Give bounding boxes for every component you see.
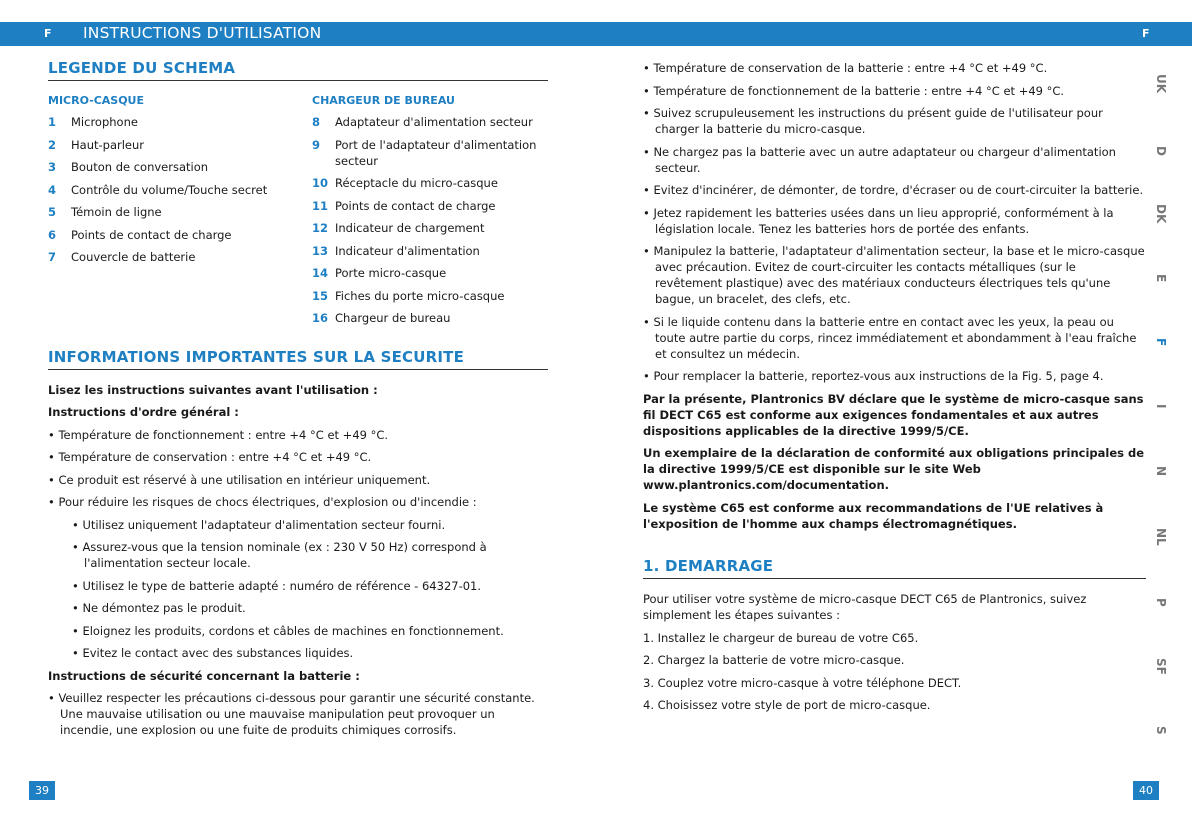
legend-item-label: Fiches du porte micro-casque xyxy=(335,288,505,303)
legend-item xyxy=(48,182,312,198)
legend-item xyxy=(48,249,312,265)
legend-item-number: 8 xyxy=(312,115,321,129)
legend-item-label: Chargeur de bureau xyxy=(335,311,451,325)
language-code-left: F xyxy=(44,27,52,40)
language-tab-f[interactable]: F xyxy=(1154,338,1168,347)
general-instructions-title: Instructions d'ordre général : xyxy=(48,405,239,419)
language-tab-sf[interactable]: SF xyxy=(1154,658,1168,675)
legend-item xyxy=(312,175,548,191)
battery-instructions-title: Instructions de sécurité concernant la batterie : xyxy=(48,668,360,683)
battery-bullet: • Ne chargez pas la batterie avec un autre adaptateur ou chargeur d'alimentation secteur. xyxy=(643,144,1116,175)
conformity-copy-notice: Un exemplaire de la déclaration de conformité aux obligations principales de la directive 1999/5/CE est disponible sur le site Web www.plantronics.com/documentation. xyxy=(643,446,1145,492)
legend-item-number: 5 xyxy=(48,205,57,219)
battery-bullet: • Evitez d'incinérer, de démonter, de tordre, d'écraser ou de court-circuiter la batterie. xyxy=(643,183,1144,197)
legend-heading: LEGENDE DU SCHEMA xyxy=(48,60,548,81)
legend-headset xyxy=(48,93,312,333)
legend-item-number: 15 xyxy=(312,288,329,303)
safety-bullet: • Ce produit est réservé à une utilisation en intérieur uniquement. xyxy=(48,472,431,487)
step-item: 2. Chargez la batterie de votre micro-casque. xyxy=(643,653,905,667)
legend-item xyxy=(48,159,312,175)
safety-sub-bullet: • Assurez-vous que la tension nominale (ex : 230 V 50 Hz) correspond à l'alimentation secteur locale. xyxy=(72,540,487,570)
safety-sub-bullet: • Evitez le contact avec des substances liquides. xyxy=(72,646,354,660)
legend-item xyxy=(312,288,548,304)
safety-intro: Lisez les instructions suivantes avant l'utilisation : xyxy=(48,382,378,397)
safety-sub-bullet: • Utilisez uniquement l'adaptateur d'alimentation secteur fourni. xyxy=(72,517,446,532)
safety-sub-bullet: • Utilisez le type de batterie adapté : numéro de référence - 64327-01. xyxy=(72,578,482,593)
legend-item-label: Points de contact de charge xyxy=(335,198,496,213)
safety-bullet: • Pour réduire les risques de chocs électriques, d'explosion ou d'incendie : xyxy=(48,495,477,509)
safety-heading: INFORMATIONS IMPORTANTES SUR LA SECURITE xyxy=(48,349,548,370)
battery-bullet: • Veuillez respecter les précautions ci-dessous pour garantir une sécurité constante. Une mauvaise utilisation ou une mauvaise manipulation peut provoquer un incendie, une explosion ou une fuite de produits chimiques corrosifs. xyxy=(48,691,535,737)
step-item: 1. Installez le chargeur de bureau de votre C65. xyxy=(643,630,919,645)
legend-item-number: 1 xyxy=(48,115,57,129)
legend-item-label: Porte micro-casque xyxy=(335,266,447,280)
legend-item-label: Réceptacle du micro-casque xyxy=(335,176,498,190)
battery-bullet: • Température de fonctionnement de la batterie : entre +4 °C et +49 °C. xyxy=(643,83,1065,98)
conformity-declaration: Par la présente, Plantronics BV déclare que le système de micro-casque sans fil DECT C65 est conforme aux exigences fondamentales et aux autres dispositions applicables de la directive 1999/5/CE. xyxy=(643,391,1144,438)
getting-started-intro: Pour utiliser votre système de micro-casque DECT C65 de Plantronics, suivez simplement les étapes suivantes : xyxy=(643,592,1087,622)
legend-item-number: 16 xyxy=(312,311,329,325)
legend-item-label: Couvercle de batterie xyxy=(71,250,196,264)
emf-compliance-notice: Le système C65 est conforme aux recommandations de l'UE relatives à l'exposition de l'homme aux champs électromagnétiques. xyxy=(643,500,1104,531)
legend-charger-title: CHARGEUR DE BUREAU xyxy=(312,94,455,107)
safety-sub-bullet: • Eloignez les produits, cordons et câbles de machines en fonctionnement. xyxy=(72,623,504,638)
legend-item xyxy=(312,243,548,259)
legend-item-number: 4 xyxy=(48,182,57,197)
legend-item-label: Microphone xyxy=(71,115,138,129)
language-tab-s[interactable]: S xyxy=(1154,726,1168,735)
right-column xyxy=(643,60,1146,720)
page-number-left: 39 xyxy=(29,781,55,800)
legend xyxy=(48,93,548,333)
battery-bullet: • Pour remplacer la batterie, reportez-vous aux instructions de la Fig. 5, page 4. xyxy=(643,369,1104,383)
battery-bullet: • Manipulez la batterie, l'adaptateur d'alimentation secteur, la base et le micro-casque avec précaution. Evitez de court-circuiter les contacts métalliques (sur le revêtement plastique) avec des matériaux conducteurs électriques tels qu'une bague, un bracelet, des clefs, etc. xyxy=(643,244,1145,306)
legend-item-number: 2 xyxy=(48,137,57,152)
legend-item-label: Témoin de ligne xyxy=(71,205,162,219)
legend-item xyxy=(48,227,312,243)
step-item: 4. Choisissez votre style de port de micro-casque. xyxy=(643,698,931,712)
language-tab-nl[interactable]: NL xyxy=(1154,528,1168,546)
legend-item xyxy=(312,198,548,214)
language-tab-d[interactable]: D xyxy=(1154,146,1168,156)
language-tab-uk[interactable]: UK xyxy=(1154,74,1168,94)
page-number-right: 40 xyxy=(1133,781,1159,800)
legend-item-label: Points de contact de charge xyxy=(71,227,232,242)
left-column xyxy=(48,60,548,745)
getting-started-heading: 1. DEMARRAGE xyxy=(643,558,1146,579)
safety-bullet: • Température de fonctionnement : entre +4 °C et +49 °C. xyxy=(48,427,389,442)
step-item: 3. Couplez votre micro-casque à votre téléphone DECT. xyxy=(643,675,962,690)
language-tab-n[interactable]: N xyxy=(1154,466,1168,477)
legend-item xyxy=(312,137,548,169)
legend-item-number: 9 xyxy=(312,137,321,152)
legend-item-label: Adaptateur d'alimentation secteur xyxy=(335,115,533,129)
language-tab-e[interactable]: E xyxy=(1154,274,1168,283)
legend-item xyxy=(48,137,312,153)
language-tab-dk[interactable]: DK xyxy=(1154,204,1168,224)
legend-headset-title: MICRO-CASQUE xyxy=(48,94,145,107)
page-title: INSTRUCTIONS D'UTILISATION xyxy=(83,24,322,42)
battery-bullet: • Température de conservation de la batterie : entre +4 °C et +49 °C. xyxy=(643,61,1048,75)
battery-bullet: • Si le liquide contenu dans la batterie entre en contact avec les yeux, la peau ou toute autre partie du corps, rincez immédiatement et abondamment à l'eau fraîche et consultez un médecin. xyxy=(643,314,1137,361)
legend-item-number: 3 xyxy=(48,160,57,174)
legend-item-number: 14 xyxy=(312,266,329,280)
legend-item-number: 7 xyxy=(48,250,57,264)
language-tab-i[interactable]: I xyxy=(1154,404,1168,409)
legend-item-number: 12 xyxy=(312,221,329,235)
legend-item xyxy=(312,310,548,326)
legend-item-number: 6 xyxy=(48,227,57,242)
battery-bullet: • Suivez scrupuleusement les instructions du présent guide de l'utilisateur pour charger la batterie du micro-casque. xyxy=(643,106,1103,136)
battery-bullet: • Jetez rapidement les batteries usées dans un lieu approprié, conformément à la législation locale. Tenez les batteries hors de portée des enfants. xyxy=(643,205,1114,236)
legend-item xyxy=(48,114,312,130)
legend-item-number: 11 xyxy=(312,198,329,213)
legend-item-label: Contrôle du volume/Touche secret xyxy=(71,182,268,197)
legend-charger xyxy=(312,93,548,333)
legend-item-label: Indicateur de chargement xyxy=(335,221,485,235)
language-tab-p[interactable]: P xyxy=(1154,598,1168,607)
safety-bullet: • Température de conservation : entre +4 °C et +49 °C. xyxy=(48,450,372,464)
language-code-right: F xyxy=(1142,27,1150,40)
legend-item xyxy=(48,204,312,220)
legend-item-label: Indicateur d'alimentation xyxy=(335,243,480,258)
legend-item-label: Bouton de conversation xyxy=(71,160,209,174)
header-bar xyxy=(0,22,1192,46)
legend-item-label: Haut-parleur xyxy=(71,137,145,152)
legend-item xyxy=(312,265,548,281)
legend-item xyxy=(312,220,548,236)
safety-sub-bullet: • Ne démontez pas le produit. xyxy=(72,601,246,615)
legend-item-number: 13 xyxy=(312,243,329,258)
legend-item xyxy=(312,114,548,130)
legend-item-number: 10 xyxy=(312,176,329,190)
legend-item-label: Port de l'adaptateur d'alimentation secteur xyxy=(335,137,537,168)
